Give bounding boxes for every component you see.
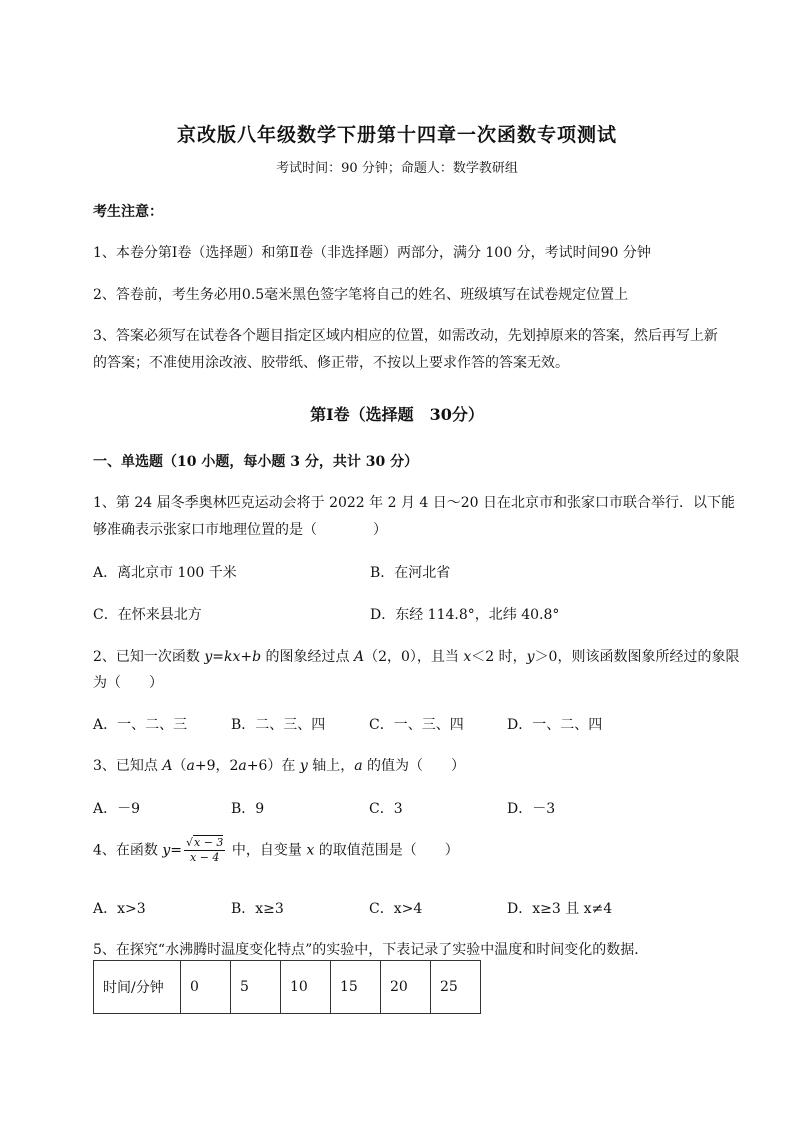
q3-text: 3、已知点 bbox=[93, 758, 163, 774]
question-2-option-b: B．二、三、四 bbox=[231, 717, 326, 733]
notice-item-3-cont: 的答案；不准使用涂改液、胶带纸、修正带，不按以上要求作答的答案无效。 bbox=[93, 355, 569, 371]
q3-text: 轴上， bbox=[307, 758, 355, 774]
question-2-line-2: 为（ ） bbox=[93, 675, 163, 691]
question-5-line: 5、在探究“水沸腾时温度变化特点”的实验中，下表记录了实验中温度和时间变化的数据． bbox=[93, 942, 649, 958]
question-4-line bbox=[93, 836, 459, 865]
q4-text: 4、在函数 bbox=[93, 842, 163, 859]
q3-text: +9，2 bbox=[194, 758, 239, 774]
q2-equation: y=kx+b bbox=[204, 649, 262, 665]
q2-text: ＜2 时， bbox=[471, 649, 527, 665]
q2-text: 的图象经过点 bbox=[261, 649, 354, 665]
q3-point: A bbox=[162, 758, 173, 774]
q3-var-a: a bbox=[354, 758, 363, 774]
table-cell: 20 bbox=[381, 961, 431, 1014]
data-table bbox=[93, 960, 481, 1014]
q4-function: y= bbox=[162, 842, 182, 859]
table-row bbox=[94, 961, 481, 1014]
question-4-option-c: C．x>4 bbox=[369, 901, 423, 917]
question-4-option-d: D．x≥3 且 x≠4 bbox=[507, 901, 613, 917]
question-1-line-1: 1、第 24 届冬季奥林匹克运动会将于 2022 年 2 月 4 日～20 日在北京市和张家口市联合举行．以下能 bbox=[93, 495, 736, 511]
q3-text: +6）在 bbox=[246, 758, 300, 774]
question-2-option-d: D．一、二、四 bbox=[507, 717, 603, 733]
part-heading: 一、单选题（10 小题，每小题 3 分，共计 30 分） bbox=[93, 454, 419, 470]
question-2-option-c: C．一、三、四 bbox=[369, 717, 464, 733]
question-1-option-c: C．在怀来县北方 bbox=[93, 607, 202, 623]
question-3-line bbox=[93, 755, 465, 775]
notice-item-1: 1、本卷分第Ⅰ卷（选择题）和第Ⅱ卷（非选择题）两部分，满分 100 分，考试时间90 分钟 bbox=[93, 245, 651, 261]
q4-numerator: √x − 3 bbox=[186, 836, 224, 849]
question-1-option-b: B．在河北省 bbox=[370, 565, 451, 581]
notice-heading: 考生注意： bbox=[93, 204, 163, 220]
q3-text: （ bbox=[172, 758, 187, 774]
notice-item-3: 3、答案必须写在试卷各个题目指定区域内相应的位置，如需改动，先划掉原来的答案，然后再写上新 bbox=[93, 328, 718, 344]
table-cell: 5 bbox=[231, 961, 281, 1014]
table-cell: 15 bbox=[331, 961, 381, 1014]
question-3-option-c: C．3 bbox=[369, 801, 403, 817]
q3-var-y: y bbox=[299, 758, 308, 774]
question-1-option-a: A．离北京市 100 千米 bbox=[93, 565, 237, 581]
section-title: 第Ⅰ卷（选择题 30分） bbox=[310, 405, 484, 424]
q2-var-x: x bbox=[463, 649, 472, 665]
page-title: 京改版八年级数学下册第十四章一次函数专项测试 bbox=[176, 124, 617, 146]
question-1-option-d: D．东经 114.8°，北纬 40.8° bbox=[370, 607, 560, 623]
notice-item-2: 2、答卷前，考生务必用0.5毫米黑色签字笔将自己的姓名、班级填写在试卷规定位置上 bbox=[93, 287, 629, 303]
question-3-option-a: A．－9 bbox=[93, 801, 141, 817]
q4-text: 的取值范围是（ ） bbox=[314, 842, 459, 859]
q4-denominator bbox=[184, 851, 225, 865]
question-3-option-b: B．9 bbox=[231, 801, 265, 817]
q4-denominator-text: x − 4 bbox=[190, 851, 220, 864]
q2-text: ＞0，则该函数图象所经过的象限 bbox=[534, 649, 740, 665]
q3-var-a: a bbox=[186, 758, 195, 774]
table-cell: 10 bbox=[281, 961, 331, 1014]
question-3-option-d: D．－3 bbox=[507, 801, 556, 817]
exam-info: 考试时间：90 分钟；命题人：数学教研组 bbox=[276, 161, 518, 176]
q4-radicand: x − 3 bbox=[194, 836, 224, 849]
q3-var-a: a bbox=[238, 758, 247, 774]
table-header-cell: 时间/分钟 bbox=[94, 961, 181, 1014]
q3-text: 的值为（ ） bbox=[362, 758, 466, 774]
question-4-option-a: A．x>3 bbox=[93, 901, 146, 917]
question-2-line-1 bbox=[93, 646, 739, 666]
question-4-option-b: B．x≥3 bbox=[231, 901, 284, 917]
q2-point: A bbox=[353, 649, 365, 665]
table-cell: 0 bbox=[181, 961, 231, 1014]
q2-text: 2、已知一次函数 bbox=[93, 649, 205, 665]
q4-var-x: x bbox=[306, 842, 315, 859]
question-1-line-2: 够准确表示张家口市地理位置的是（ ） bbox=[93, 522, 387, 538]
q2-var-y: y bbox=[526, 649, 535, 665]
q2-text: （2，0），且当 bbox=[364, 649, 464, 665]
question-2-option-a: A．一、二、三 bbox=[93, 717, 188, 733]
q4-text: 中，自变量 bbox=[227, 842, 307, 859]
table-cell: 25 bbox=[431, 961, 481, 1014]
q4-fraction bbox=[184, 836, 225, 865]
